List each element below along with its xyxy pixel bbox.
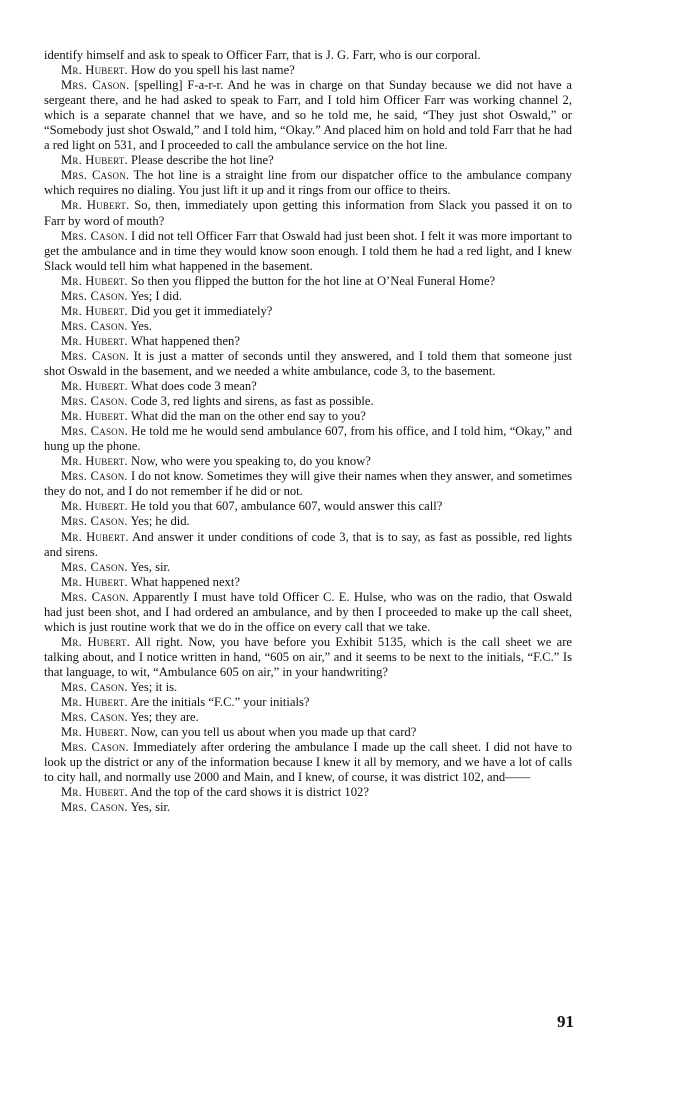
testimony-text: What does code 3 mean? — [127, 379, 257, 394]
testimony-text: So then you flipped the button for the hot line at O’Neal Funeral Home? — [127, 273, 496, 288]
speaker-name: Mr. Hubert. — [61, 725, 128, 740]
testimony-paragraph — [44, 48, 572, 63]
testimony-paragraph — [44, 695, 572, 710]
speaker-name: Mr. Hubert. — [61, 499, 128, 514]
speaker-name: Mrs. Cason. — [61, 559, 128, 574]
testimony-text: And answer it under conditions of code 3, that is to say, as fast as possible, red lights and sirens. — [44, 529, 572, 559]
testimony-paragraph — [44, 409, 572, 424]
testimony-paragraph — [44, 198, 572, 228]
speaker-name: Mrs. Cason. — [61, 394, 128, 409]
testimony-paragraph — [44, 349, 572, 379]
testimony-paragraph — [44, 740, 572, 785]
speaker-name: Mr. Hubert. — [61, 153, 128, 168]
testimony-text: Code 3, red lights and sirens, as fast as possible. — [127, 394, 374, 409]
speaker-name: Mr. Hubert. — [61, 63, 128, 78]
speaker-name: Mrs. Cason. — [61, 288, 128, 303]
speaker-name: Mr. Hubert. — [61, 198, 130, 213]
speaker-name: Mrs. Cason. — [61, 589, 129, 604]
testimony-paragraph — [44, 635, 572, 680]
speaker-name: Mrs. Cason. — [61, 168, 130, 183]
speaker-name: Mr. Hubert. — [61, 574, 128, 589]
speaker-name: Mrs. Cason. — [61, 469, 128, 484]
testimony-text: The hot line is a straight line from our dispatcher office to the ambulance company which requires no dialing. You just lift it up and it rings from our office to theirs. — [44, 168, 572, 198]
testimony-paragraph — [44, 575, 572, 590]
testimony-paragraph — [44, 334, 572, 349]
testimony-text: All right. Now, you have before you Exhibit 5135, which is the call sheet we are talking about, and I notice written in hand, “605 on air,” and it seems to be next to the initials, “F.C.” Is that language, to wit, “Ambulance 605 on air,” in your handwriting? — [44, 634, 572, 679]
testimony-text: [spelling] F-a-r-r. And he was in charge on that Sunday because we did not have a sergeant there, and he had asked to speak to Farr, and I told him Officer Farr was working channel 2, which is a separate channel that we have, and so he told me, he said, “They just shot Oswald,” or “Somebody just shot Oswald,” and I told him, “Okay.” And placed him on hold and told Farr that he had a red light on 531, and I proceeded to call the ambulance service on the hot line. — [44, 78, 573, 153]
testimony-text: He told you that 607, ambulance 607, would answer this call? — [127, 499, 443, 514]
testimony-paragraph — [44, 289, 572, 304]
speaker-name: Mrs. Cason. — [61, 514, 128, 529]
testimony-text: And the top of the card shows it is district 102? — [127, 785, 369, 800]
testimony-text: He told me he would send ambulance 607, from his office, and I told him, “Okay,” and hung up the phone. — [44, 424, 572, 454]
testimony-paragraph — [44, 590, 572, 635]
speaker-name: Mr. Hubert. — [61, 273, 128, 288]
testimony-text: Yes; it is. — [127, 679, 178, 694]
testimony-paragraph — [44, 229, 572, 274]
testimony-text: Apparently I must have told Officer C. E. Hulse, who was on the radio, that Oswald had just been shot, and I had ordered an ambulance, and by then I proceeded to make up the call sheet, which is just routine work that we do in the office on every call that we take. — [44, 589, 572, 634]
testimony-text: identify himself and ask to speak to Officer Farr, that is J. G. Farr, who is our corporal. — [44, 48, 481, 62]
testimony-text: Yes; he did. — [127, 514, 190, 529]
speaker-name: Mrs. Cason. — [61, 800, 128, 815]
testimony-paragraph — [44, 394, 572, 409]
speaker-name: Mr. Hubert. — [61, 379, 128, 394]
speaker-name: Mrs. Cason. — [61, 424, 128, 439]
speaker-name: Mr. Hubert. — [61, 409, 128, 424]
testimony-paragraph — [44, 499, 572, 514]
testimony-text: Now, can you tell us about when you made up that card? — [127, 725, 417, 740]
speaker-name: Mrs. Cason. — [61, 740, 129, 755]
testimony-text: Yes; they are. — [127, 710, 199, 725]
testimony-paragraph — [44, 680, 572, 695]
testimony-text: Yes, sir. — [127, 559, 171, 574]
speaker-name: Mrs. Cason. — [61, 78, 130, 93]
testimony-paragraph — [44, 514, 572, 529]
testimony-text: Immediately after ordering the ambulance I made up the call sheet. I did not have to look up the district or any of the information because I knew it all by memory, and we have a lot of calls to city hall, and normally use 2000 and Main, and I knew, of course, it was district 102, and—— — [44, 740, 572, 785]
testimony-text: I do not know. Sometimes they will give their names when they answer, and sometimes they do not, and I do not remember if he did or not. — [44, 469, 572, 499]
testimony-text: What happened next? — [127, 574, 240, 589]
testimony-paragraph — [44, 424, 572, 454]
speaker-name: Mrs. Cason. — [61, 318, 128, 333]
testimony-paragraph — [44, 304, 572, 319]
speaker-name: Mrs. Cason. — [61, 348, 130, 363]
testimony-text: Yes, sir. — [127, 800, 171, 815]
testimony-text: Did you get it immediately? — [127, 303, 273, 318]
testimony-paragraph — [44, 785, 572, 800]
testimony-paragraph — [44, 530, 572, 560]
testimony-paragraph — [44, 78, 572, 153]
testimony-paragraph — [44, 725, 572, 740]
testimony-text: Yes. — [127, 318, 152, 333]
testimony-paragraph — [44, 274, 572, 289]
speaker-name: Mrs. Cason. — [61, 679, 128, 694]
testimony-text: So, then, immediately upon getting this information from Slack you passed it on to Farr by word of mouth? — [44, 198, 572, 228]
testimony-text: Please describe the hot line? — [127, 153, 274, 168]
speaker-name: Mr. Hubert. — [61, 529, 129, 544]
speaker-name: Mrs. Cason. — [61, 710, 128, 725]
testimony-text: What happened then? — [127, 333, 240, 348]
speaker-name: Mr. Hubert. — [61, 785, 128, 800]
testimony-text: I did not tell Officer Farr that Oswald had just been shot. I felt it was more important to get the ambulance and in time they would know soon enough. I told them he had a red light, and I knew Slack would tell him what happened in the basement. — [44, 228, 572, 273]
testimony-paragraph — [44, 168, 572, 198]
speaker-name: Mrs. Cason. — [61, 228, 128, 243]
testimony-text: Now, who were you speaking to, do you know? — [127, 454, 371, 469]
testimony-text: Are the initials “F.C.” your initials? — [127, 695, 310, 710]
testimony-text: Yes; I did. — [127, 288, 183, 303]
page-number: 91 — [557, 1012, 574, 1031]
speaker-name: Mr. Hubert. — [61, 634, 131, 649]
testimony-paragraph — [44, 63, 572, 78]
testimony-paragraph — [44, 800, 572, 815]
speaker-name: Mr. Hubert. — [61, 454, 128, 469]
testimony-text: What did the man on the other end say to you? — [127, 409, 366, 424]
testimony-paragraph — [44, 153, 572, 168]
testimony-text: How do you spell his last name? — [127, 63, 295, 78]
speaker-name: Mr. Hubert. — [61, 303, 128, 318]
testimony-paragraph — [44, 560, 572, 575]
testimony-paragraph — [44, 454, 572, 469]
testimony-paragraph — [44, 319, 572, 334]
testimony-text: It is just a matter of seconds until they answered, and I told them that someone just shot Oswald in the basement, and we needed a white ambulance, code 3, to the basement. — [44, 348, 573, 378]
speaker-name: Mr. Hubert. — [61, 333, 128, 348]
testimony-paragraph — [44, 379, 572, 394]
transcript-page — [44, 48, 572, 815]
testimony-paragraph — [44, 469, 572, 499]
testimony-paragraph — [44, 710, 572, 725]
speaker-name: Mr. Hubert. — [61, 695, 128, 710]
